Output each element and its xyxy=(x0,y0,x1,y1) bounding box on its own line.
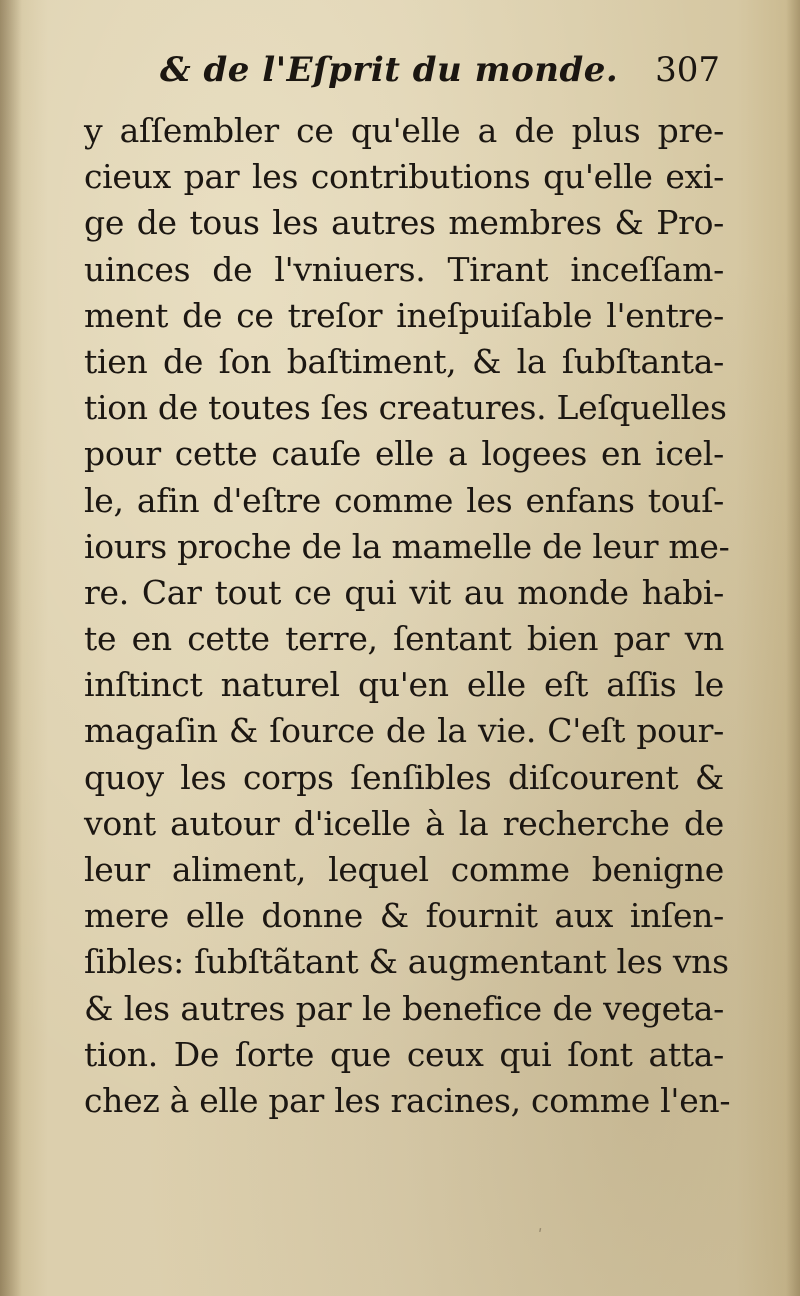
gutter-shadow xyxy=(0,0,22,1296)
page-number: 307 xyxy=(655,50,720,90)
text-line: chez à elle par les racines, comme l'en- xyxy=(84,1080,731,1120)
text-line: ſibles: ſubſtãtant & augmentant les vns xyxy=(84,942,729,982)
text-line: mere elle donne & fournit aux inſen- xyxy=(84,896,724,936)
text-line: iours proche de la mamelle de leur me- xyxy=(84,526,730,566)
text-line: quoy les corps ſenſibles diſcourent & xyxy=(84,757,724,797)
text-line: te en cette terre, ſentant bien par vn xyxy=(84,619,724,659)
text-line: magaſin & ſource de la vie. C'eſt pour- xyxy=(84,711,724,751)
text-line: y aſſembler ce qu'elle a de plus pre- xyxy=(84,111,724,150)
text-line: re. Car tout ce qui vit au monde habi- xyxy=(84,572,724,612)
text-line: cieux par les contributions qu'elle exi- xyxy=(84,157,724,197)
page-header xyxy=(160,50,720,100)
text-line: & les autres par le benefice de vegeta- xyxy=(84,988,724,1028)
text-line: leur aliment, lequel comme benigne xyxy=(84,850,724,889)
text-line: pour cette cauſe elle a logees en icel- xyxy=(84,434,724,474)
text-line: tion. De ſorte que ceux qui ſont atta- xyxy=(84,1034,724,1074)
page-edge xyxy=(786,0,800,1296)
text-line: uinces de l'vniuers. Tirant inceſſam- xyxy=(84,249,724,289)
bleed-through-mark: ʹ xyxy=(538,1226,543,1245)
text-line: le, afin d'eſtre comme les enfans touſ- xyxy=(84,480,724,520)
text-line: inſtinct naturel qu'en elle eſt aſſis le xyxy=(84,665,724,705)
body-text xyxy=(84,108,731,1124)
text-line: vont autour d'icelle à la recherche de xyxy=(84,803,724,843)
text-line: tien de ſon baſtiment, & la ſubſtanta- xyxy=(84,341,724,381)
text-line: tion de toutes ſes creatures. Leſquelles xyxy=(84,388,727,428)
text-line: ment de ce treſor ineſpuiſable l'entre- xyxy=(84,295,724,335)
running-title: & de l'Eſprit du monde. xyxy=(160,50,619,90)
text-line: ge de tous les autres membres & Pro- xyxy=(84,203,724,243)
